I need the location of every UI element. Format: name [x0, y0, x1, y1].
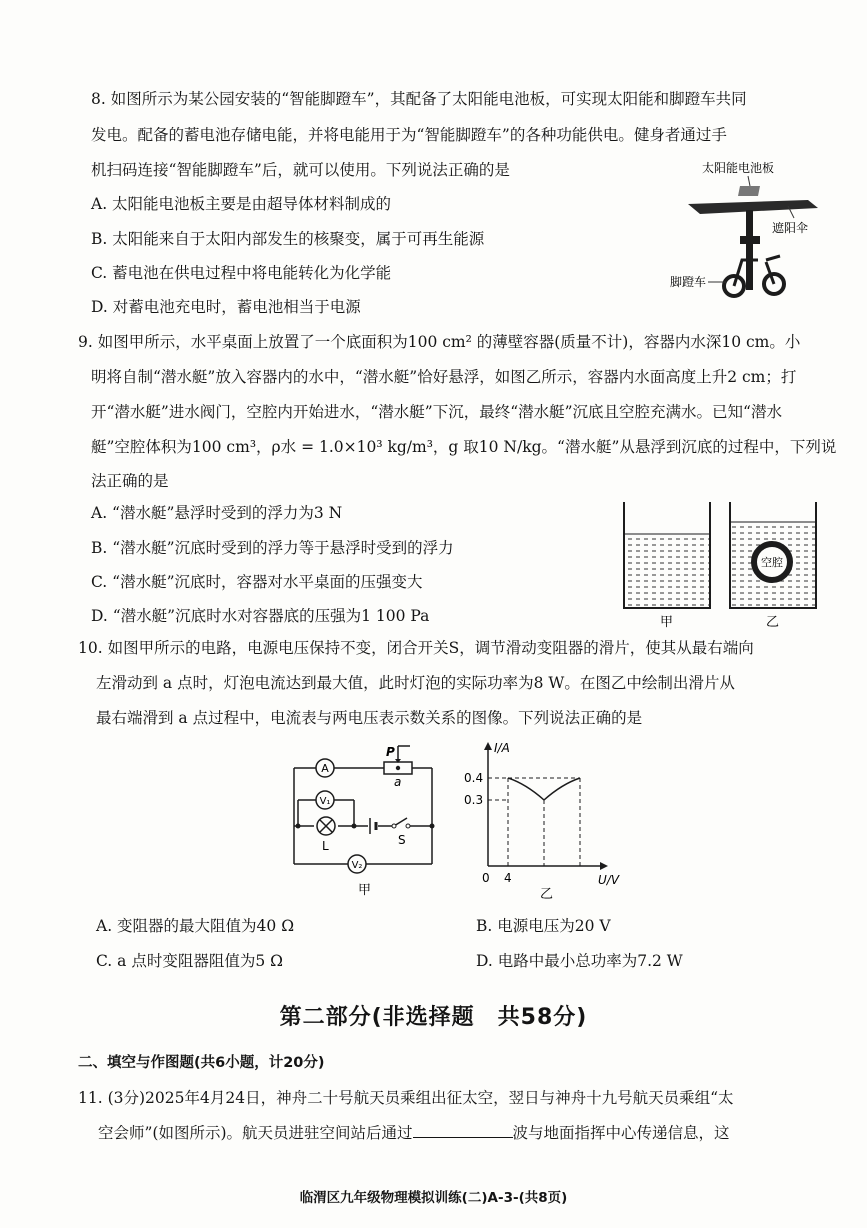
solar-panel-label: 太阳能电池板 [702, 161, 775, 175]
point-a-label: a [394, 775, 402, 789]
q10-option-a: A. 变阻器的最大阻值为40 Ω [96, 917, 295, 935]
y-axis-arrow [484, 742, 492, 750]
q8-option-d: D. 对蓄电池充电时，蓄电池相当于电源 [91, 298, 361, 316]
pole-shape [746, 210, 753, 290]
q11-answer-blank[interactable] [413, 1123, 513, 1138]
graph-origin-label: 0 [482, 871, 490, 885]
x-axis-arrow [600, 862, 608, 870]
q10-stem-line2: 左滑动到 a 点时，灯泡电流达到最大值，此时灯泡的实际功率为8 W。在图乙中绘制出滑片从 [96, 674, 735, 692]
junction-dot-3 [430, 824, 435, 829]
switch-label: S [398, 833, 406, 847]
q11-stem-line2-part2: 波与地面指挥中心传递信息，这 [512, 1124, 730, 1142]
q10-stem-line3: 最右端滑到 a 点过程中，电流表与两电压表示数关系的图像。下列说法正确的是 [96, 709, 643, 727]
q9-option-c: C. “潜水艇”沉底时，容器对水平桌面的压强变大 [91, 573, 423, 591]
q10-option-b: B. 电源电压为20 V [476, 917, 611, 935]
q9-stem-line2: 明将自制“潜水艇”放入容器内的水中，“潜水艇”恰好悬浮，如图乙所示，容器内水面高度上升2 cm；打 [91, 368, 797, 386]
q8-option-c: C. 蓄电池在供电过程中将电能转化为化学能 [91, 264, 392, 282]
curve-right [544, 778, 580, 800]
q11-stem-line2 [98, 1122, 730, 1144]
container-jia-water [625, 534, 709, 607]
q11-stem-line1: 11. (3分)2025年4月24日，神舟二十号航天员乘组出征太空，翌日与神舟十九号航天员乘组“太 [78, 1089, 734, 1107]
junction-dot-1 [296, 824, 301, 829]
section2-subtitle: 二、填空与作图题(共6小题，计20分) [78, 1055, 325, 1071]
voltmeter-v1-label: V₁ [319, 796, 331, 807]
slider-label: P [386, 745, 395, 759]
section2-title: 第二部分(非选择题 共58分) [279, 1005, 588, 1030]
solar-bike-figure [668, 156, 828, 302]
graph-x-tick-4: 4 [504, 871, 512, 885]
q9-stem-line1: 9. 如图甲所示，水平桌面上放置了一个底面积为100 cm² 的薄壁容器(质量不计)，容器内水深10 cm。小 [78, 333, 801, 351]
voltmeter-v2-label: V₂ [351, 860, 363, 871]
graph-y-label: I/A [494, 741, 510, 755]
q8-option-a: A. 太阳能电池板主要是由超导体材料制成的 [91, 195, 392, 213]
graph-y-tick-03: 0.3 [464, 793, 484, 807]
q9-option-a: A. “潜水艇”悬浮时受到的浮力为3 N [91, 504, 343, 522]
switch-contact-left [392, 824, 396, 828]
circuit-diagram [286, 740, 446, 900]
container-jia-caption: 甲 [660, 615, 674, 630]
page-footer: 临渭区九年级物理模拟训练(二)A-3-(共8页) [299, 1190, 568, 1206]
q8-stem-line3: 机扫码连接“智能脚蹬车”后，就可以使用。下列说法正确的是 [91, 161, 510, 179]
lamp-label: L [322, 839, 329, 853]
q8-stem-line1: 8. 如图所示为某公园安装的“智能脚蹬车”，其配备了太阳能电池板，可实现太阳能和脚蹬车共同 [91, 90, 747, 108]
graph-caption: 乙 [540, 887, 554, 902]
q9-stem-line4: 艇”空腔体积为100 cm³，ρ水 = 1.0×10³ kg/m³，g 取10 N/kg。“潜水艇”从悬浮到沉底的过程中，下列说 [91, 438, 837, 456]
ammeter-label: A [321, 762, 329, 775]
iu-graph [452, 738, 642, 902]
junction-dot-2 [352, 824, 357, 829]
q9-option-d: D. “潜水艇”沉底时水对容器底的压强为1 100 Pa [91, 607, 430, 625]
switch-contact-right [406, 824, 410, 828]
q10-stem-line1: 10. 如图甲所示的电路，电源电压保持不变，闭合开关S，调节滑动变阻器的滑片，使其从最右端向 [78, 639, 754, 657]
containers-figure [620, 500, 830, 632]
q8-option-b: B. 太阳能来自于太阳内部发生的核聚变，属于可再生能源 [91, 230, 485, 248]
pole-joint-shape [740, 236, 760, 244]
q9-option-b: B. “潜水艇”沉底时受到的浮力等于悬浮时受到的浮力 [91, 539, 454, 557]
q8-stem-line2: 发电。配备的蓄电池存储电能，并将电能用于为“智能脚蹬车”的各种功能供电。健身者通过手 [91, 126, 727, 144]
graph-y-tick-04: 0.4 [464, 771, 484, 785]
slider-point-dot [396, 766, 400, 770]
q9-stem-line5: 法正确的是 [91, 472, 169, 490]
q10-option-d: D. 电路中最小总功率为7.2 W [476, 952, 683, 970]
q9-stem-line3: 开“潜水艇”进水阀门，空腔内开始进水，“潜水艇”下沉，最终“潜水艇”沉底且空腔充满水。已知“潜水 [91, 403, 782, 421]
curve-left [508, 778, 544, 800]
cavity-label: 空腔 [761, 556, 783, 569]
solar-panel-leader-line [748, 176, 750, 186]
umbrella-label: 遮阳伞 [772, 221, 809, 235]
q11-stem-line2-part1: 空会师”(如图所示)。航天员进驻空间站后通过 [98, 1124, 413, 1142]
graph-x-label: U/V [598, 873, 620, 887]
solar-panel-shape [738, 186, 760, 196]
bike-label: 脚蹬车 [670, 275, 707, 289]
circuit-caption: 甲 [358, 883, 372, 898]
container-yi-caption: 乙 [766, 615, 780, 630]
q10-option-c: C. a 点时变阻器阻值为5 Ω [96, 952, 283, 970]
